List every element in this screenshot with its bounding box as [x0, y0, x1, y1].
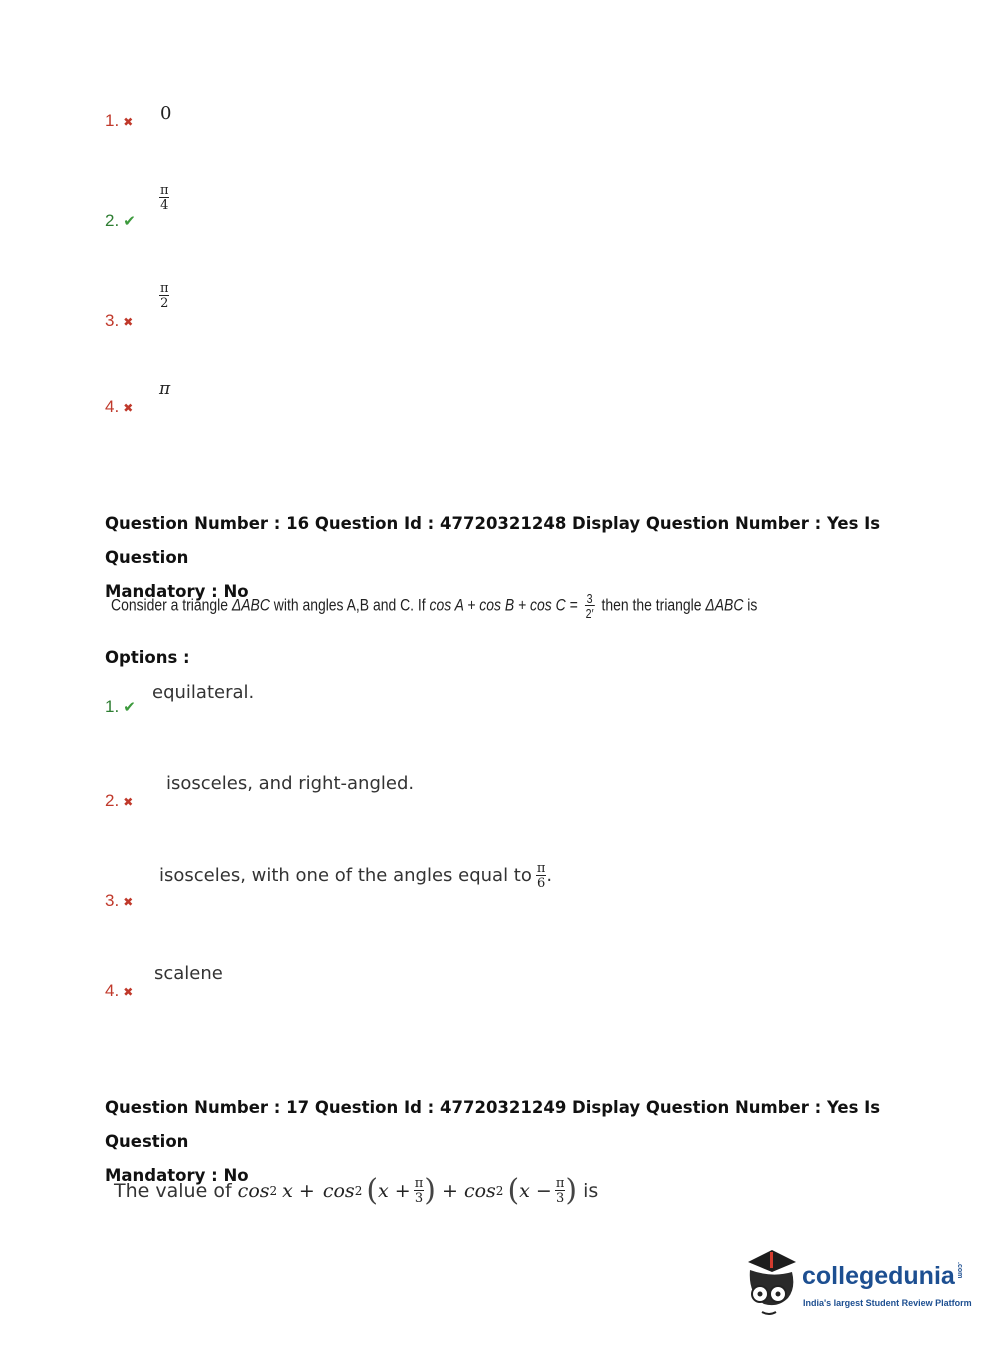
text-segment: with angles A,B and C. If [269, 595, 430, 615]
option-number: 3. [105, 311, 120, 330]
exponent: 2 [495, 1183, 504, 1198]
prev-option-4-value: π [159, 379, 171, 399]
fraction-denominator: 4 [160, 198, 169, 213]
prev-option-1 [105, 111, 133, 131]
mascot-icon [742, 1248, 802, 1318]
cross-icon: ✖ [123, 985, 134, 999]
logo-domain-suffix: .com [955, 1262, 963, 1279]
prev-option-4 [105, 397, 133, 417]
cosine-expression: cos A + cos B + cos C = [429, 595, 578, 615]
fraction-numerator: π [160, 183, 169, 198]
term-variable: x + [282, 1179, 315, 1202]
cos-term: cos [322, 1179, 355, 1202]
fraction-numerator: π [536, 861, 546, 876]
fraction-numerator: π [160, 281, 169, 296]
left-paren: ( [507, 1173, 520, 1208]
cross-icon: ✖ [123, 401, 134, 415]
right-paren: ) [424, 1173, 436, 1208]
options-label: Options : [105, 648, 190, 667]
fraction-denominator: 3 [414, 1190, 424, 1206]
checkmark-icon: ✔ [123, 212, 136, 230]
triangle-symbol: ΔABC [705, 595, 744, 615]
question-16-text [111, 592, 757, 620]
text-segment: then the triangle [597, 595, 706, 615]
option-number: 4. [105, 981, 120, 1000]
fraction [585, 592, 595, 620]
term-inner: x − [519, 1179, 552, 1202]
text-segment: is [743, 595, 758, 615]
q16-option-4-text: scalene [154, 963, 223, 984]
text-segment: is [583, 1179, 599, 1202]
fraction [414, 1177, 425, 1205]
option-number: 2. [105, 211, 120, 230]
fraction-numerator: 3 [586, 591, 593, 606]
q16-option-3 [105, 891, 133, 911]
q16-option-2 [105, 791, 133, 811]
question-17-text [114, 1173, 598, 1208]
cos-term: + cos [442, 1179, 496, 1202]
fraction-numerator: π [555, 1175, 565, 1191]
prev-option-1-value: 0 [160, 103, 172, 124]
q16-option-3-text [159, 862, 552, 890]
left-paren: ( [366, 1173, 379, 1208]
exponent: 2 [354, 1183, 363, 1198]
fraction-denominator: 2′ [585, 606, 594, 621]
exponent: 2 [269, 1183, 278, 1198]
option-suffix: . [546, 865, 553, 886]
prev-option-3-value [159, 282, 170, 310]
prev-option-2 [105, 211, 136, 231]
checkmark-icon: ✔ [123, 698, 136, 716]
collegedunia-logo[interactable] [742, 1248, 972, 1318]
text-segment: The value of [114, 1179, 238, 1202]
cos-term: cos [237, 1179, 270, 1202]
q16-option-1 [105, 697, 136, 717]
text-segment: Consider a triangle [111, 595, 232, 615]
cross-icon: ✖ [123, 315, 134, 329]
q16-option-1-text: equilateral. [152, 682, 255, 703]
logo-tagline: India's largest Student Review Platform [803, 1298, 972, 1308]
fraction-denominator: 2 [160, 296, 169, 311]
q16-option-2-text: isosceles, and right-angled. [166, 773, 415, 794]
prev-option-2-value [159, 184, 170, 212]
question-header-line-1: Question Number : 16 Question Id : 47720321248 Display Question Number : Yes Is Question [105, 514, 881, 567]
question-header-line-2: Mandatory : No [105, 1166, 249, 1185]
cross-icon: ✖ [123, 895, 134, 909]
prev-option-3 [105, 311, 133, 331]
cross-icon: ✖ [123, 115, 134, 129]
right-paren: ) [565, 1173, 578, 1208]
question-header-line-2: Mandatory : No [105, 582, 249, 601]
fraction [555, 1177, 566, 1205]
fraction-denominator: 6 [537, 876, 546, 891]
q16-option-4 [105, 981, 133, 1001]
option-number: 3. [105, 891, 120, 910]
logo-name: collegedunia [802, 1262, 955, 1290]
term-inner: x + [378, 1179, 411, 1202]
option-text: isosceles, with one of the angles equal to [159, 865, 532, 886]
cross-icon: ✖ [123, 795, 134, 809]
option-number: 2. [105, 791, 120, 810]
question-header-line-1: Question Number : 17 Question Id : 47720321249 Display Question Number : Yes Is Question [105, 1098, 881, 1151]
option-number: 4. [105, 397, 120, 416]
option-number: 1. [105, 697, 120, 716]
fraction-denominator: 3 [555, 1190, 565, 1206]
fraction-numerator: π [414, 1175, 424, 1191]
fraction [536, 862, 547, 890]
logo-wordmark [802, 1262, 963, 1291]
triangle-symbol: ΔABC [231, 595, 270, 615]
option-number: 1. [105, 111, 120, 130]
